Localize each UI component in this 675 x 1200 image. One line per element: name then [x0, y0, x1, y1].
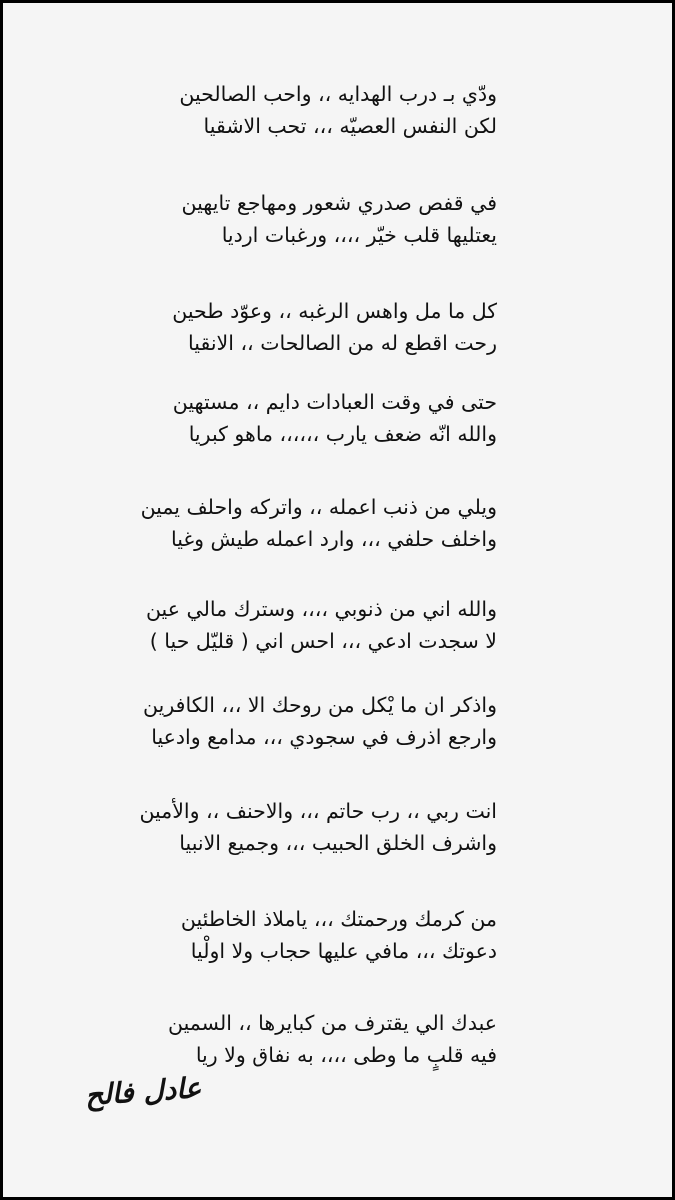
stanza-10: [77, 1007, 497, 1071]
poem-line: واذكر ان ما يْكل من روحك الا ،،، الكافرين: [143, 693, 497, 717]
poem-line: والله انّه ضعف يارب ،،،،،، ماهو كبريا: [188, 422, 497, 446]
poem-line: في قفص صدري شعور ومهاجع تايهين: [181, 191, 497, 215]
poem-line: فيه قلبٍ ما وطى ،،،، به نفاق ولا ريا: [195, 1043, 497, 1067]
poem-line: حتى في وقت العبادات دايم ،، مستهين: [172, 390, 497, 414]
poem-line: ويلي من ذنب اعمله ،، واتركه واحلف يمين: [140, 495, 497, 519]
stanza-8: [77, 795, 497, 859]
stanza-6: [77, 593, 497, 657]
stanza-5: [77, 491, 497, 555]
poem-line: دعوتك ،،، مافي عليها حجاب ولا اولْيا: [190, 939, 497, 963]
poem-page: [3, 3, 672, 1197]
stanza-4: [77, 386, 497, 450]
poem-line: لا سجدت ادعي ،،، احس اني ( قليّل حيا ): [149, 629, 497, 653]
poem-line: لكن النفس العصيّه ،،، تحب الاشقيا: [203, 114, 497, 138]
stanza-3: [77, 295, 497, 359]
poem-line: عبدك الي يقترف من كبايرها ،، السمين: [168, 1011, 497, 1035]
poem-line: وارجع اذرف في سجودي ،،، مدامع وادعيا: [151, 725, 497, 749]
poem-line: واشرف الخلق الحبيب ،،، وجميع الانبيا: [179, 831, 497, 855]
stanza-9: [77, 903, 497, 967]
poem-line: من كرمك ورحمتك ،،، ياملاذ الخاطئين: [180, 907, 497, 931]
author-signature: عادل فالح: [83, 1070, 203, 1113]
poem-line: انت ربي ،، رب حاتم ،،، والاحنف ،، والأمين: [139, 799, 497, 823]
poem-line: والله اني من ذنوبي ،،،، وسترك مالي عين: [145, 597, 497, 621]
poem-line: يعتليها قلب خيّر ،،،، ورغبات ارديا: [221, 223, 497, 247]
poem-line: رحت اقطع له من الصالحات ،، الانقيا: [188, 331, 497, 355]
poem-line: كل ما مل واهس الرغبه ،، وعوّد طحين: [172, 299, 497, 323]
stanza-2: [77, 187, 497, 251]
poem-line: ودّي بـ درب الهدايه ،، واحب الصالحين: [179, 82, 497, 106]
stanza-7: [77, 689, 497, 753]
stanza-1: [77, 78, 497, 142]
poem-line: واخلف حلفي ،،، وارد اعمله طيش وغيا: [170, 527, 497, 551]
